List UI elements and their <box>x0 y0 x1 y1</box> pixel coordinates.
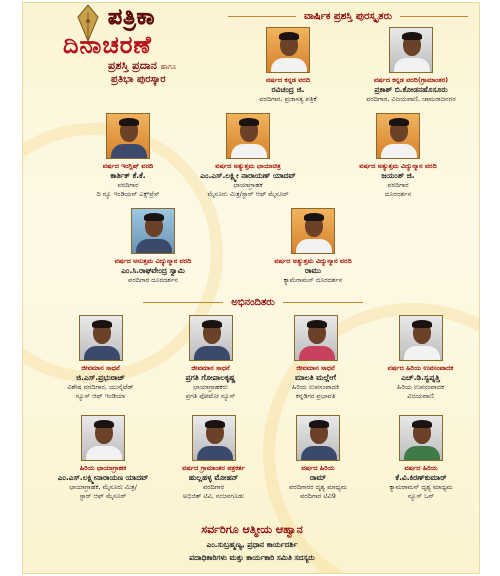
portrait-photo <box>79 315 123 361</box>
felicitated-name: ಮಾಲತಿ ಮಲ್ಲೇಗೆ <box>295 373 336 382</box>
awardee-detail: ವರದಿಗಾರ, ಪ್ರಜಾಸತ್ಯ ಪತ್ರಿಕೆ <box>259 95 317 103</box>
felicitated-detail: ಛಾಯಾಗ್ರಾಹಕ, ಮೈಸೂರು ಮಿತ್ರ/ <box>69 483 137 491</box>
felicitated-card <box>263 415 373 501</box>
felicitated-name: ಕೆ.ವಿ.ಕಿರಣ್‌ಕುಮಾರ್ <box>395 473 447 482</box>
portrait-photo <box>291 208 335 254</box>
felicitated-card <box>43 315 158 401</box>
felicitated-detail: ಹಿರಿಯ ಉಪಸಂಪಾದಕಿ <box>291 383 340 391</box>
felicitated-card <box>263 315 368 401</box>
felicitated-card <box>153 315 268 401</box>
portrait-photo <box>296 415 340 461</box>
awardee-detail: ವರದಿಗಾರ ದೂರದರ್ಶನ <box>128 276 178 284</box>
invitation-title: ಸರ್ವರಿಗೂ ಆತ್ಮೀಯ ಆಹ್ವಾನ <box>201 523 303 536</box>
award-category: ವರ್ಷದ ಕನ್ನಡ ವರದಿ <box>265 76 311 84</box>
awardee-card <box>238 208 388 285</box>
portrait-photo <box>389 27 433 73</box>
secretary-line: ಎಂ.ಸುಬ್ರಹ್ಮಣ್ಯ, ಪ್ರಧಾನ ಕಾರ್ಯದರ್ಶಿ <box>206 540 298 549</box>
portrait-photo <box>81 415 125 461</box>
award-category: ವರ್ಷದ ಕನ್ನಡ ವರದಿ(ಗ್ರಾಮಾಂತರ) <box>373 76 449 84</box>
portrait-photo <box>376 113 420 159</box>
felicitated-name: ಜಿ.ಎಸ್.ಪ್ರಭುರಾಜ್ <box>76 373 125 382</box>
logo-title-line2: ದಿನಾಚರಣೆ <box>63 31 152 59</box>
section-title-felicitated <box>143 295 363 309</box>
subtitle-join: ಹಾಗೂ <box>160 63 177 71</box>
felicitated-name: ಹುಲ್ಲಹಳ್ಳ ಮೋಹನ್ <box>188 473 239 482</box>
felicitation-category: ವರ್ಷದ ಗ್ರಾಮಾಂತರ ಪತ್ರಕರ್ತ <box>182 464 245 472</box>
award-category: ವರ್ಷದ ಅತ್ಯುತ್ತಮ ಛಾಯಾಚಿತ್ರ <box>215 162 281 170</box>
awardee-detail: ವರದಿಗಾರ, ವಿಜಯವಾಣಿ, ಚಾಮರಾಜನಗರ <box>366 95 456 103</box>
felicitated-detail: ಹಿರಿಯ ಉಪಸಂಪಾದಕ <box>396 383 445 391</box>
awardee-card <box>341 27 480 104</box>
awardee-detail: ವರದಿಗಾರ <box>117 181 139 189</box>
felicitated-detail: ವರದಿಗಾರರ ದೃಶ್ಯ ಮಾಧ್ಯಮ <box>289 483 347 491</box>
awardee-card <box>83 208 223 285</box>
portrait-photo <box>266 27 310 73</box>
felicitated-detail: ವರದಿಗಾರ ಟಿವಿ9 <box>300 492 336 500</box>
felicitated-detail: ಅಭಿಜಿತ್ ಟಿವಿ, ನಂಜನಗೂಡು <box>182 492 245 500</box>
awardee-detail: ದೂರದರ್ಶನ <box>384 190 412 198</box>
portrait-photo <box>399 315 443 361</box>
felicitated-detail: ಸ್ಟಾರ್ ಆಫ್ ಮೈಸೂರ್ <box>79 492 127 500</box>
awardee-card <box>323 113 473 199</box>
felicitated-detail: ನ್ಯೂಸ್ ಆಫ್ ಇಂಡಿಯಾ <box>75 392 126 400</box>
portrait-photo <box>226 113 270 159</box>
section-title-awards <box>228 9 468 23</box>
portrait-photo <box>131 208 175 254</box>
felicitated-detail: ಛಾಯಾಗ್ರಾಹಕರು <box>193 383 228 391</box>
awardee-name: ಎಂ.ಸಿ.ರಾಘವೇಂದ್ರ ಸ್ವಾಮಿ <box>121 266 185 275</box>
portrait-photo <box>192 415 236 461</box>
section-label: ಅಭಿನಂದಿತರು <box>231 296 275 308</box>
awardee-name: ಪ್ರಕಾಶ್ ಬಿ.ಕೋಡನಹೊಸೂರು <box>374 85 448 94</box>
award-category: ವರ್ಷದ ಅತ್ಯುತ್ತಮ ವಿದ್ಯುನ್ಮಾನ ವರದಿ <box>274 257 352 265</box>
felicitated-name: ಪ್ರಗತಿ ಗೋಪಾಲಕೃಷ್ಣ <box>185 373 236 382</box>
award-category: ವರ್ಷದ ಅತ್ಯುತ್ತಮ ವಿದ್ಯುನ್ಮಾನ ವರದಿ <box>359 162 437 170</box>
felicitation-category: ವರ್ಷದ ಹಿರಿಯ ಉಪಸಂಪಾದಕ <box>387 364 454 372</box>
felicitated-detail: ಕನ್ನಡಿಗರ ಪ್ರಭಾವತಿ <box>295 392 336 400</box>
awardee-name: ರಾಮು <box>304 266 322 275</box>
felicitated-card <box>363 315 478 401</box>
felicitated-detail: ನ್ಯೂಸ್ ಒನ್ <box>407 492 435 500</box>
subtitle-awards <box>108 59 176 73</box>
awardee-detail: ವರದಿಗಾರ <box>387 181 409 189</box>
felicitated-name: ಎಂ.ಎಸ್.ಲಕ್ಷ್ಮೀನಾರಾಯಣ ಯಾದವ್ <box>57 473 149 482</box>
felicitated-name: ರಾಮ್ <box>309 473 327 482</box>
felicitated-detail: ಪ್ರಗತಿ ಫೋಟೋ ನ್ಯೂಸ್ <box>185 392 236 400</box>
awardee-card <box>63 113 193 199</box>
awardee-detail: ಮೈಸೂರು ಮಿತ್ರ/ಸ್ಟಾರ್ ಆಫ್ ಮೈಸೂರ್ <box>207 190 289 198</box>
felicitated-detail: ವರದಿಗಾರ <box>202 483 225 491</box>
felicitated-card <box>156 415 271 501</box>
felicitation-category: ಜೀವಮಾನ ಸಾಧನೆ <box>191 364 230 372</box>
awardee-name: ಜಯಂತ್ ಜಿ. <box>381 171 415 180</box>
award-category: ವರ್ಷದ ಇಂಗ್ಲಿಷ್ ವರದಿ <box>102 162 154 170</box>
felicitation-category: ಜೀವಮಾನ ಸಾಧನೆ <box>296 364 335 372</box>
awardee-detail: ಛಾಯಾಗ್ರಾಹಕ <box>233 181 263 189</box>
committee-line: ಪದಾಧಿಕಾರಿಗಳು ಮತ್ತು ಕಾರ್ಯಕಾರಿ ಸಮಿತಿ ಸದಸ್ಯರು <box>189 553 315 562</box>
logo-title-line1: ಪತ್ರಿಕಾ <box>108 5 156 30</box>
felicitated-name: ಎಚ್.ಡಿ.ಸ್ವಪ್ನತ್ತಿ <box>401 373 440 382</box>
awardee-name: ರವಿಚಂದ್ರ ಜಿ. <box>271 85 305 94</box>
felicitated-detail: ವಿಶೇಷ ವರದಿಗಾರ, ಯುನೈಟೆಡ್ <box>67 383 134 391</box>
awardee-name: ಕಾರ್ತಿಕ್ ಕೆ.ಕೆ. <box>110 171 146 180</box>
award-category: ವರ್ಷದ ಅನುತ್ತಮ ವಿದ್ಯುನ್ಮಾನ ವರದಿ <box>114 257 192 265</box>
awardee-card <box>183 113 313 199</box>
felicitated-detail: ವಿಜಯವಾಣಿ <box>407 392 434 400</box>
subtitle-talent: ಪ್ರತಿಭಾ ಪುರಸ್ಕಾರ <box>111 74 166 85</box>
felicitation-category: ವರ್ಷದ ಹಿರಿಯ <box>301 464 335 472</box>
subtitle-main: ಪ್ರಶಸ್ತಿ ಪ್ರದಾನ <box>108 59 157 72</box>
awardee-detail: ಕ್ಯಾಮೆರಾಮನ್ ದೂರದರ್ಶನ <box>283 276 343 284</box>
portrait-photo <box>294 315 338 361</box>
felicitation-category: ಜೀವಮಾನ ಸಾಧನೆ <box>81 364 120 372</box>
portrait-photo <box>399 415 443 461</box>
event-poster <box>22 2 480 574</box>
felicitation-category: ಹಿರಿಯ ಛಾಯಾಗ್ರಾಹಕ <box>79 464 127 472</box>
portrait-photo <box>106 113 150 159</box>
awardee-name: ಎಂ.ಎಸ್.ಲಕ್ಷ್ಮೀ ನಾರಾಯಣ್ ಯಾದವ್ <box>200 171 296 180</box>
section-label: ವಾರ್ಷಿಕ ಪ್ರಶಸ್ತಿ ಪುರಸ್ಕೃತರು <box>303 10 393 22</box>
felicitated-card <box>43 415 163 501</box>
awardee-detail: ದಿ ನ್ಯೂ ಇಂಡಿಯನ್ ಎಕ್ಸ್‌ಪ್ರೆಸ್ <box>96 190 160 198</box>
portrait-photo <box>189 315 233 361</box>
felicitated-card <box>366 415 476 501</box>
felicitated-detail: ಕ್ಯಾಮರಾಮನ್ ದೃಶ್ಯ ಮಾಧ್ಯಮ <box>389 483 453 491</box>
felicitation-category: ವರ್ಷದ ಹಿರಿಯ <box>404 464 438 472</box>
awardee-card <box>223 27 353 104</box>
